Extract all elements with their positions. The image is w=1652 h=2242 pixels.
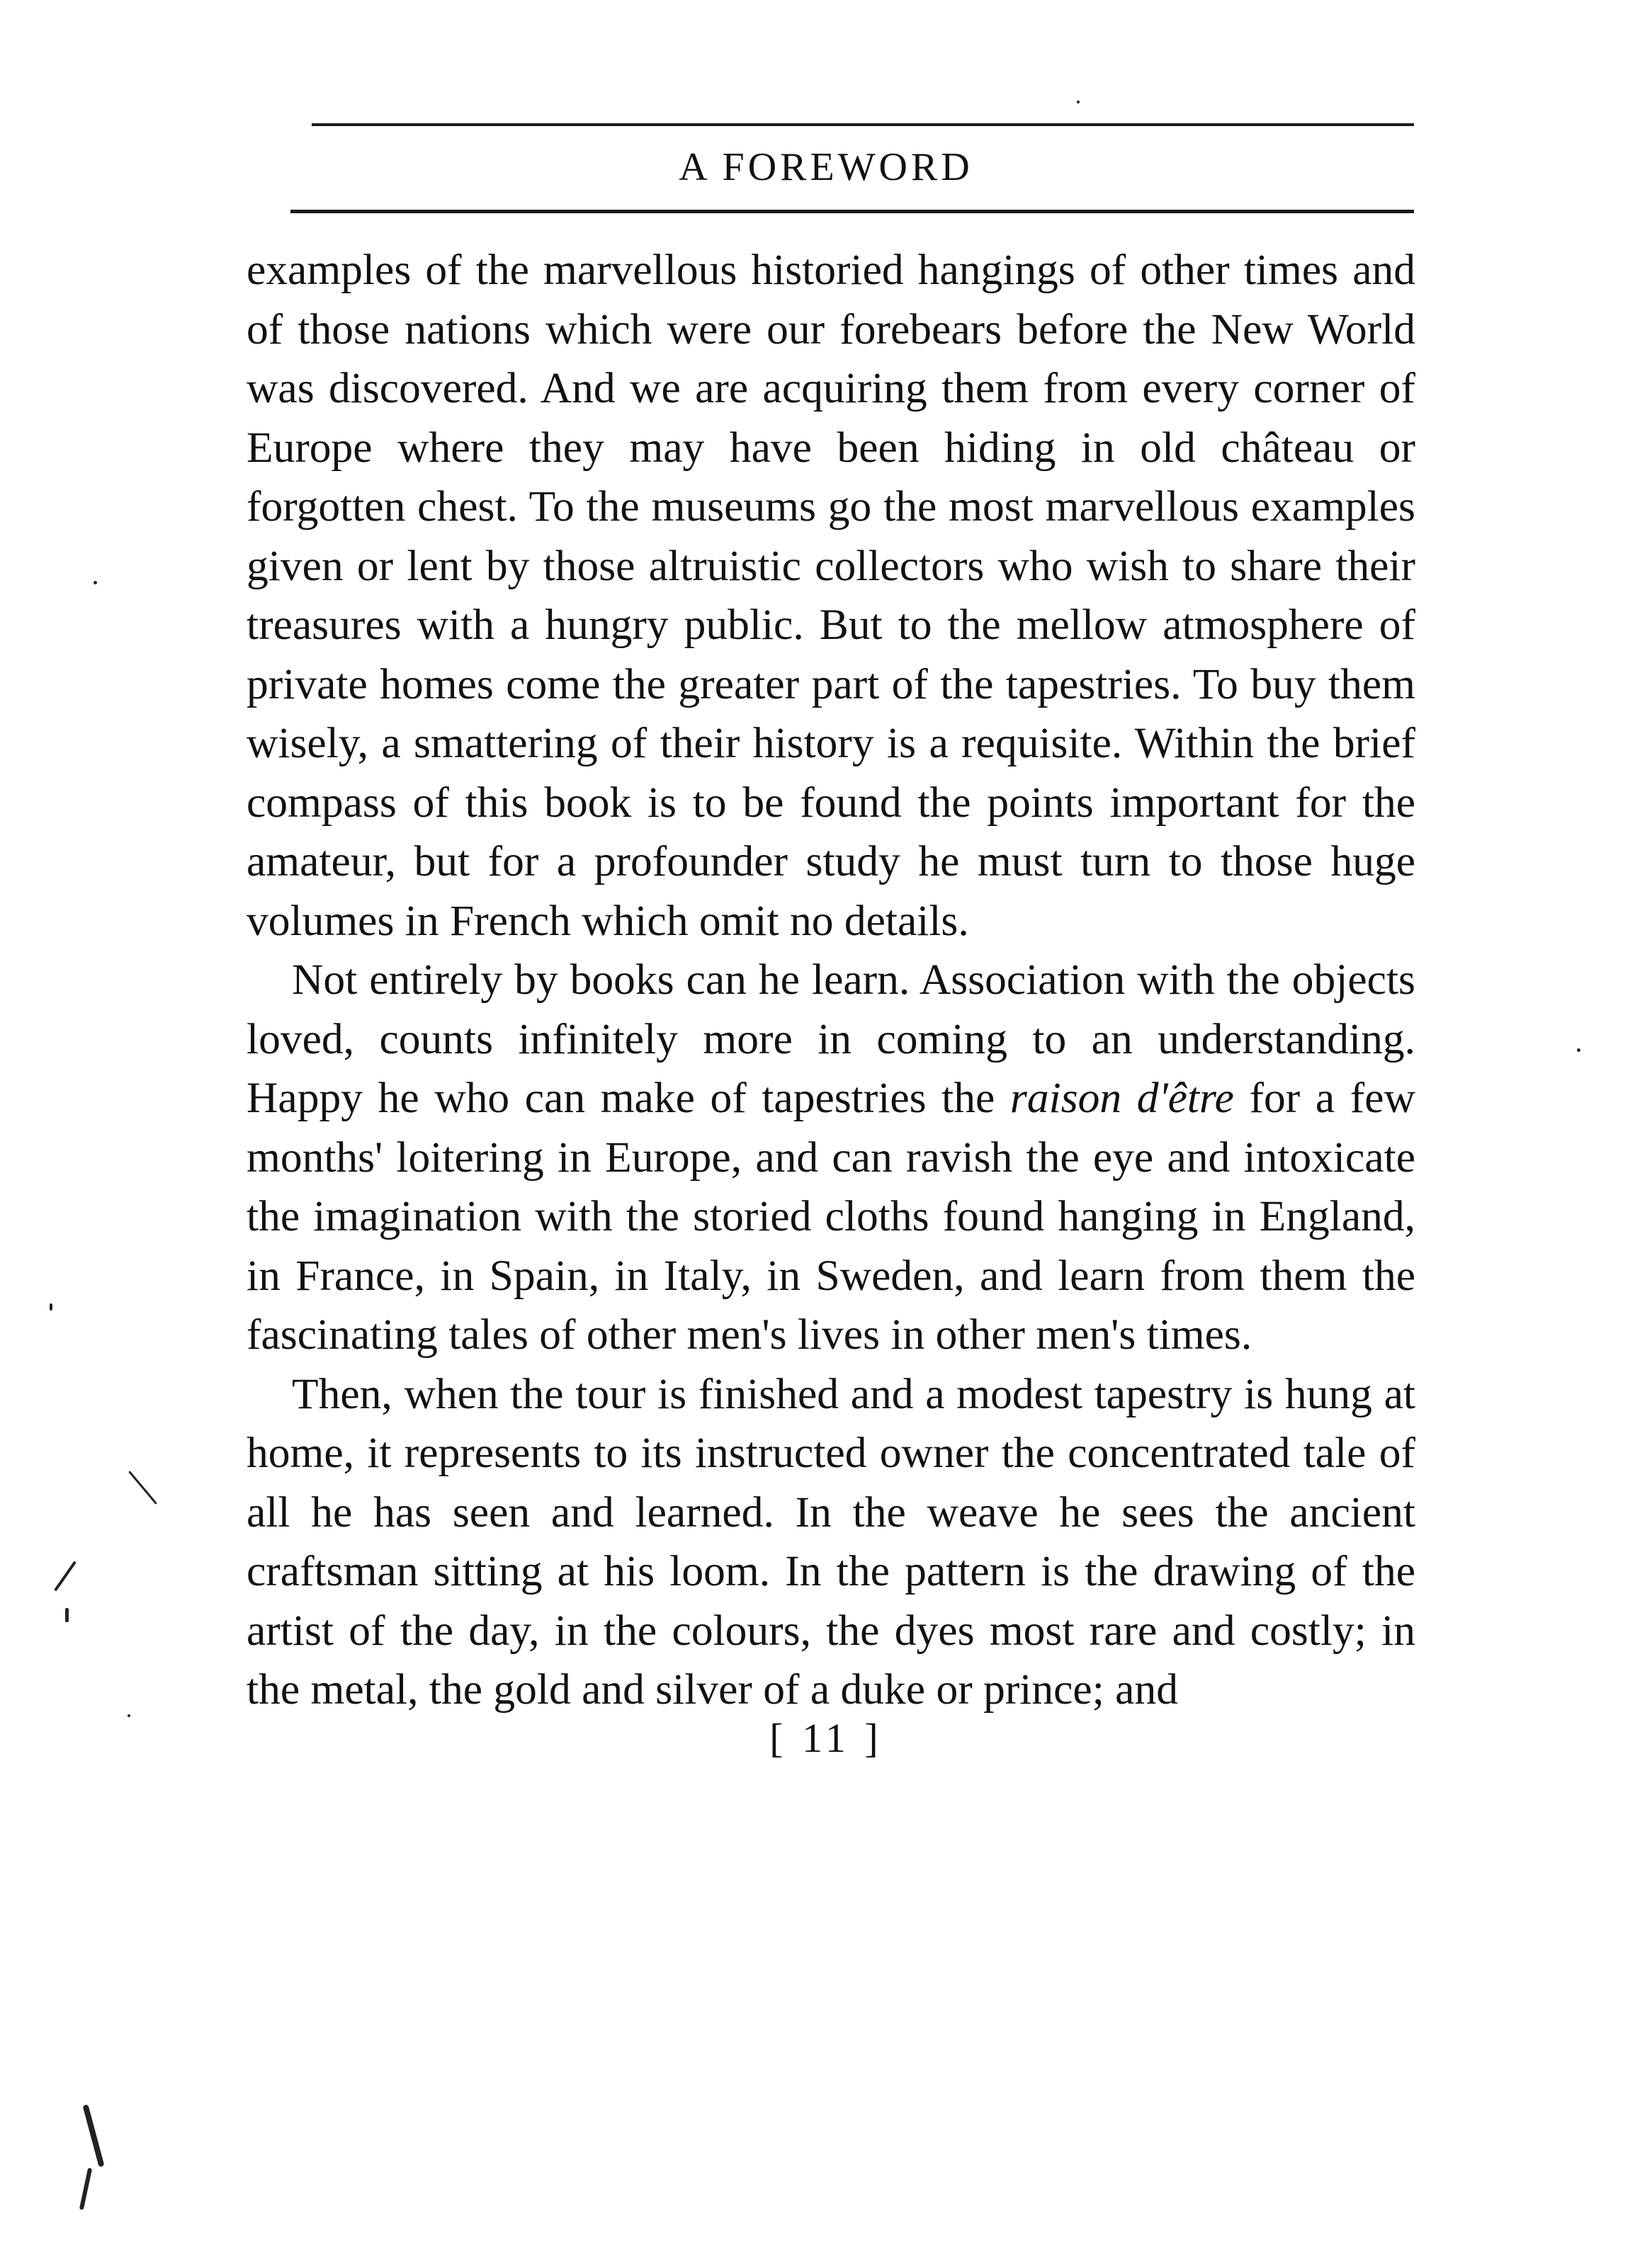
scan-speck <box>128 1471 157 1505</box>
header-rule-bottom <box>290 210 1414 213</box>
header-rule-top <box>312 123 1414 126</box>
paragraph-2-text-end: for a few months' loitering in Europe, and can ravish the eye and intoxicate the imagination with the storied cloths found hanging in England, in France, in Spain, in Italy, in Sweden, and learn from them the fascinating tales of other men's lives in other men's times. <box>247 1074 1415 1359</box>
scan-speck <box>65 1608 69 1622</box>
scan-speck <box>128 1714 130 1717</box>
scan-speck <box>1577 1048 1580 1052</box>
paragraph-2-text-start: Not entirely by books can he learn. Association with the objects loved, counts infinitely more in coming to an understanding. Happy he who can make of tapestries the <box>247 956 1415 1122</box>
running-head: A FOREWORD <box>679 145 973 189</box>
paragraph-2 <box>247 951 1415 1365</box>
scan-speck <box>54 1561 77 1591</box>
scan-speck <box>1077 101 1080 103</box>
scan-speck <box>94 581 97 584</box>
body-text <box>247 241 1415 1720</box>
paragraph-3: Then, when the tour is finished and a modest tapestry is hung at home, it represents to its instructed owner the concentrated tale of all he has seen and learned. In the weave he sees the ancient craftsman sitting at his loom. In the pattern is the drawing of the artist of the day, in the colours, the dyes most rare and costly; in the metal, the gold and silver of a duke or prince; and <box>247 1369 1415 1714</box>
scan-speck <box>82 2104 104 2167</box>
scan-speck <box>50 1303 52 1310</box>
italic-phrase: raison d'être <box>1009 1074 1234 1122</box>
paragraph-1: examples of the marvellous historied hangings of other times and of those nations which were our forebears before the New World was discovered. And we are acquiring them from every corner of Europe where they may have been hiding in old château or forgotten chest. To the museums go the most marvellous examples given or lent by those altruistic collectors who wish to share their treasures with a hungry public. But to the mellow atmosphere of private homes come the greater part of the tapestries. To buy them wisely, a smattering of their history is a requisite. Within the brief compass of this book is to be found the points important for the amateur, but for a profounder study he must turn to those huge volumes in French which omit no details. <box>247 246 1415 945</box>
scan-speck <box>79 2168 92 2210</box>
page-number: [ 11 ] <box>769 1715 883 1761</box>
